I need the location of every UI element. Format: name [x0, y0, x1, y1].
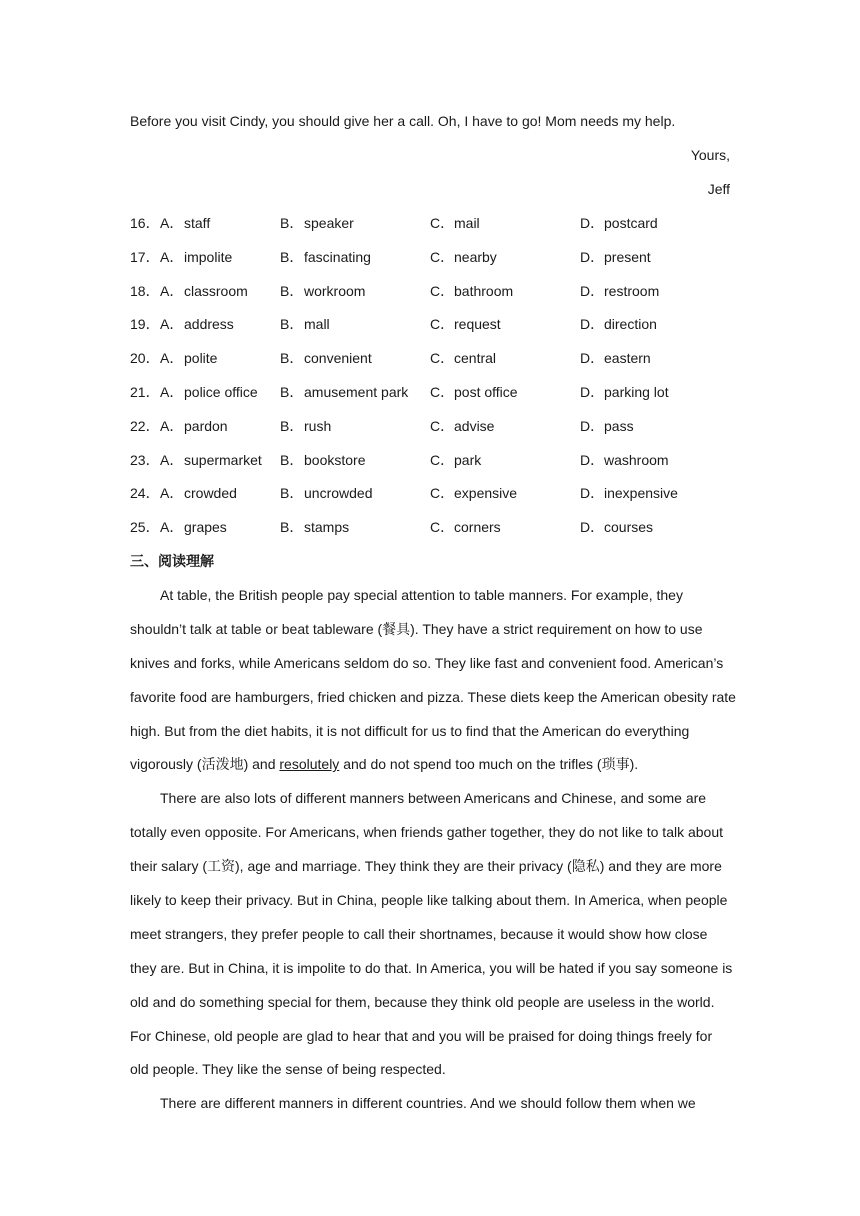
- option-text: polite: [184, 350, 218, 367]
- option-text: postcard: [604, 215, 658, 231]
- option-text: bookstore: [304, 451, 366, 468]
- option: [580, 345, 730, 379]
- text-span: vigorously (活泼地) and: [130, 756, 280, 773]
- option-letter: B．: [280, 248, 304, 265]
- option: [580, 480, 730, 514]
- option: [580, 379, 730, 413]
- option-letter: A．: [160, 350, 184, 367]
- option-text: staff: [184, 215, 211, 231]
- question-row: [130, 480, 730, 514]
- option: [430, 278, 580, 312]
- question-row: [130, 379, 730, 413]
- option-letter: D．: [580, 451, 605, 468]
- option-text: supermarket: [184, 451, 262, 468]
- option-letter: C．: [430, 485, 455, 502]
- option-letter: A．: [160, 215, 184, 231]
- option-letter: D．: [580, 316, 605, 333]
- option-text: advise: [454, 417, 495, 434]
- paragraph-line: There are different manners in different countries. And we should follow them when we: [160, 1095, 696, 1112]
- paragraph-line: shouldn’t talk at table or beat tableware (餐具). They have a strict requirement on how to use: [130, 620, 703, 637]
- paragraph-line: There are also lots of different manners between Americans and Chinese, and some are: [160, 790, 707, 807]
- option-text: post office: [454, 383, 518, 400]
- reading-passage: [130, 582, 736, 1124]
- letter-closing: Yours,: [690, 147, 730, 163]
- option: [160, 413, 280, 447]
- paragraph-line: [130, 751, 730, 785]
- option: [280, 345, 430, 379]
- option-letter: C．: [430, 451, 455, 468]
- option-text: convenient: [304, 350, 372, 367]
- option-text: park: [454, 451, 482, 468]
- question-number: 19．: [130, 316, 160, 333]
- option-text: parking lot: [604, 383, 669, 400]
- option: [160, 345, 280, 379]
- option: [280, 210, 430, 244]
- paragraph-line: At table, the British people pay special attention to table manners. For example, they: [160, 586, 683, 603]
- option-letter: A．: [160, 316, 184, 333]
- paragraph-line: high. But from the diet habits, it is not difficult for us to find that the American do everything: [130, 722, 690, 739]
- paragraph-line: their salary (工资), age and marriage. They think they are their privacy (隐私) and they are more: [130, 858, 722, 875]
- question-number: 24．: [130, 485, 160, 502]
- option-letter: D．: [580, 519, 605, 536]
- question-number: 25．: [130, 519, 160, 536]
- option-letter: C．: [430, 519, 455, 536]
- option: [280, 514, 430, 548]
- option-text: pass: [604, 417, 634, 434]
- question-number: 21．: [130, 383, 160, 400]
- option-letter: A．: [160, 485, 184, 502]
- option: [160, 278, 280, 312]
- option: [160, 311, 280, 345]
- paragraph-line: favorite food are hamburgers, fried chicken and pizza. These diets keep the American obesity rate: [130, 688, 736, 705]
- option-text: classroom: [184, 282, 248, 299]
- option: [280, 447, 430, 481]
- option-letter: B．: [280, 451, 304, 468]
- option: [160, 480, 280, 514]
- option-text: rush: [304, 417, 332, 434]
- option-text: fascinating: [304, 248, 371, 265]
- question-row: [130, 447, 730, 481]
- option-letter: C．: [430, 417, 455, 434]
- option-letter: B．: [280, 485, 304, 502]
- option: [430, 413, 580, 447]
- question-number: 23．: [130, 451, 160, 468]
- option: [580, 447, 730, 481]
- option: [430, 447, 580, 481]
- option-letter: D．: [580, 215, 605, 231]
- option-text: grapes: [184, 519, 227, 536]
- option: [280, 480, 430, 514]
- option-text: expensive: [454, 485, 518, 502]
- option-text: direction: [604, 316, 657, 333]
- option-letter: B．: [280, 383, 304, 400]
- option: [430, 345, 580, 379]
- question-number: 22．: [130, 417, 160, 434]
- option-text: workroom: [304, 282, 366, 299]
- option-letter: C．: [430, 350, 455, 367]
- option: [160, 244, 280, 278]
- paragraph-line: meet strangers, they prefer people to call their shortnames, because it would show how close: [130, 925, 708, 942]
- option: [430, 480, 580, 514]
- option-text: corners: [454, 519, 501, 536]
- underlined-word: resolutely: [279, 756, 340, 773]
- option-text: washroom: [604, 451, 669, 468]
- option-text: uncrowded: [304, 485, 373, 502]
- option-letter: A．: [160, 519, 184, 536]
- option-text: stamps: [304, 519, 350, 536]
- option-letter: C．: [430, 383, 455, 400]
- question-number: 20．: [130, 350, 160, 367]
- option-letter: C．: [430, 316, 455, 333]
- section-title: 三、阅读理解: [130, 552, 214, 569]
- option-letter: A．: [160, 248, 184, 265]
- option-text: impolite: [184, 248, 233, 265]
- question-row: [130, 345, 730, 379]
- option-text: speaker: [304, 215, 354, 231]
- option-text: nearby: [454, 248, 497, 265]
- option: [160, 447, 280, 481]
- option-text: bathroom: [454, 282, 514, 299]
- option: [280, 278, 430, 312]
- option-text: eastern: [604, 350, 651, 367]
- option-letter: D．: [580, 417, 605, 434]
- option: [580, 244, 730, 278]
- option: [580, 278, 730, 312]
- paragraph-line: old and do something special for them, because they think old people are useless in the world.: [130, 993, 715, 1010]
- option: [280, 413, 430, 447]
- question-row: [130, 514, 730, 548]
- paragraph-line: knives and forks, while Americans seldom do so. They like fast and convenient food. American’s: [130, 654, 724, 671]
- option-text: inexpensive: [604, 485, 678, 502]
- option: [580, 210, 730, 244]
- question-row: [130, 244, 730, 278]
- option: [430, 379, 580, 413]
- option-text: crowded: [184, 485, 237, 502]
- option: [430, 210, 580, 244]
- option-letter: C．: [430, 215, 455, 231]
- question-number: 18．: [130, 282, 160, 299]
- option-text: courses: [604, 519, 654, 536]
- option-text: mall: [304, 316, 330, 333]
- question-row: [130, 311, 730, 345]
- option-letter: D．: [580, 383, 605, 400]
- option-letter: B．: [280, 215, 304, 231]
- paragraph-line: totally even opposite. For Americans, when friends gather together, they do not like to talk about: [130, 824, 724, 841]
- option-text: amusement park: [304, 383, 409, 400]
- option-text: pardon: [184, 417, 228, 434]
- option-letter: A．: [160, 383, 184, 400]
- option: [160, 210, 280, 244]
- option: [280, 379, 430, 413]
- question-row: [130, 278, 730, 312]
- option-letter: D．: [580, 282, 605, 299]
- option-letter: A．: [160, 417, 184, 434]
- question-row: [130, 210, 730, 244]
- option-letter: B．: [280, 282, 304, 299]
- paragraph-line: For Chinese, old people are glad to hear that and you will be praised for doing things freely for: [130, 1027, 713, 1044]
- option-text: central: [454, 350, 497, 367]
- document-page: [130, 108, 736, 1124]
- question-number: 17．: [130, 248, 160, 265]
- question-row: [130, 413, 730, 447]
- option-letter: D．: [580, 485, 605, 502]
- option: [160, 514, 280, 548]
- option-letter: B．: [280, 316, 304, 333]
- option: [430, 244, 580, 278]
- option-text: address: [184, 316, 234, 333]
- option-letter: C．: [430, 248, 455, 265]
- text-span: and do not spend too much on the trifles (琐事).: [339, 756, 639, 773]
- option-text: present: [604, 248, 651, 265]
- option-text: mail: [454, 215, 480, 231]
- option-letter: B．: [280, 417, 304, 434]
- option-text: request: [454, 316, 501, 333]
- option-letter: C．: [430, 282, 455, 299]
- option-letter: B．: [280, 519, 304, 536]
- option: [280, 244, 430, 278]
- option-letter: A．: [160, 282, 184, 299]
- option: [580, 514, 730, 548]
- option-letter: B．: [280, 350, 304, 367]
- option: [430, 311, 580, 345]
- option: [580, 413, 730, 447]
- option: [430, 514, 580, 548]
- letter-signature: Jeff: [707, 181, 730, 197]
- paragraph-line: they are. But in China, it is impolite to do that. In America, you will be hated if you say someone is: [130, 959, 733, 976]
- option-letter: D．: [580, 350, 605, 367]
- option: [280, 311, 430, 345]
- option-text: police office: [184, 383, 258, 400]
- question-number: 16．: [130, 215, 160, 231]
- option: [580, 311, 730, 345]
- letter-last-line: Before you visit Cindy, you should give her a call. Oh, I have to go! Mom needs my help.: [130, 113, 676, 129]
- option-letter: A．: [160, 451, 184, 468]
- option: [160, 379, 280, 413]
- option-letter: D．: [580, 248, 605, 265]
- question-list: [130, 210, 730, 548]
- paragraph-line: likely to keep their privacy. But in China, people like talking about them. In America, when people: [130, 891, 728, 908]
- option-text: restroom: [604, 282, 660, 299]
- paragraph-line: old people. They like the sense of being respected.: [130, 1061, 446, 1078]
